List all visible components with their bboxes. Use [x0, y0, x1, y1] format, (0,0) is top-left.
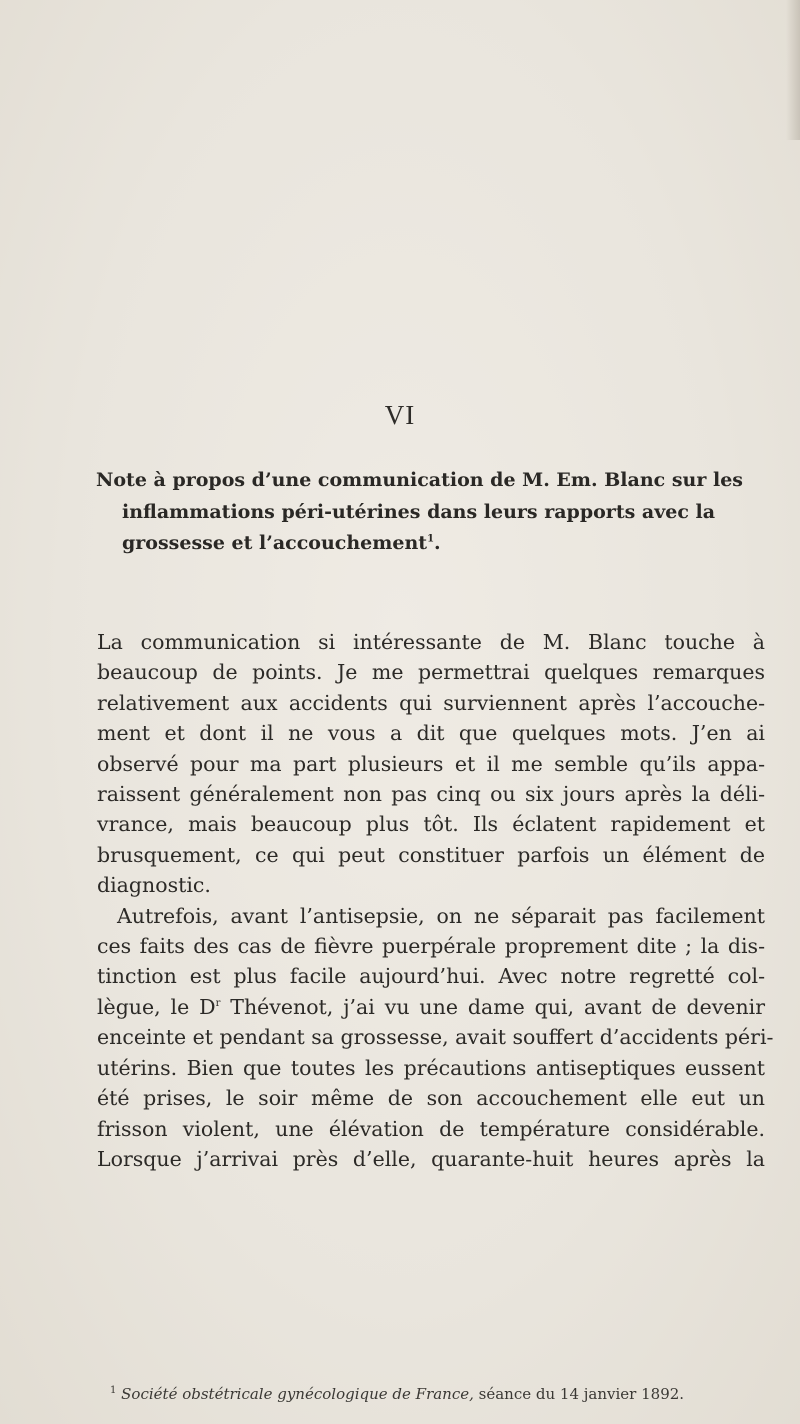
paragraph-2-line-doctor [97, 992, 765, 1022]
section-title [96, 465, 761, 560]
paragraph-2-line: tinction est plus facile aujourd’hui. Avec notre regretté col- [97, 964, 765, 989]
body-text [97, 627, 774, 1174]
footnote-reference-mark: 1 [427, 533, 435, 545]
paragraph-1 [97, 627, 765, 901]
footnote-session-date: séance du 14 janvier 1892. [473, 1385, 685, 1403]
paragraph-1-line: diagnostic. [97, 873, 211, 898]
paragraph-1-line: beaucoup de points. Je me permettrai quelques remarques [97, 660, 765, 685]
paragraph-2-line: enceinte et pendant sa grossesse, avait souffert d’accidents péri- [97, 1025, 774, 1050]
paragraph-2-line: utérins. Bien que toutes les précautions antiseptiques eussent [97, 1055, 765, 1080]
paragraph-2-line: ces faits des cas de fièvre puerpérale proprement dite ; la dis- [97, 934, 765, 959]
paragraph-2-line: été prises, le soir même de son accouchement elle eut un [97, 1086, 765, 1111]
title-line-3: grossesse et l’accouchement$^1$. [122, 532, 441, 554]
doctor-superscript: r [215, 998, 221, 1010]
paragraph-2-line: Autrefois, avant l’antisepsie, on ne séparait pas facilement [117, 903, 765, 928]
page-edge-shadow [786, 0, 800, 140]
paragraph-1-line: vrance, mais beaucoup plus tôt. Ils éclatent rapidement et [97, 812, 765, 837]
chapter-number: VI [384, 400, 416, 430]
paragraph-2-line: Lorsque j’arrivai près d’elle, quarante-huit heures après la [97, 1146, 765, 1171]
doctor-abbrev: lègue, le D [97, 994, 216, 1019]
paragraph-1-line: brusquement, ce qui peut constituer parfois un élément de [97, 842, 765, 867]
title-line-1: Note à propos d’une communication de M. Em. Blanc sur les [96, 469, 743, 491]
footnote [110, 1385, 770, 1403]
paragraph-1-line: raissent généralement non pas cinq ou six jours après la déli- [97, 782, 765, 807]
doctor-line-rest: Thévenot, j’ai vu une dame qui, avant de devenir [220, 994, 766, 1019]
paragraph-1-line: ment et dont il ne vous a dit que quelques mots. J’en ai [97, 721, 765, 746]
paragraph-1-line: La communication si intéressante de M. Blanc touche à [97, 630, 765, 654]
paragraph-1-line: observé pour ma part plusieurs et il me semble qu’ils appa- [97, 751, 765, 776]
paragraph-2 [97, 901, 774, 1175]
title-line-2: inflammations péri-utérines dans leurs rapports avec la [122, 500, 716, 523]
title-line-3-text: grossesse et l’accouchement [122, 532, 428, 554]
footnote-mark: 1 [110, 1385, 117, 1396]
paragraph-1-line: relativement aux accidents qui surviennent après l’accouche- [97, 690, 765, 715]
paragraph-2-line: frisson violent, une élévation de température considérable. [97, 1116, 765, 1141]
footnote-society-name: Société obstétricale gynécologique de France, [121, 1385, 474, 1403]
